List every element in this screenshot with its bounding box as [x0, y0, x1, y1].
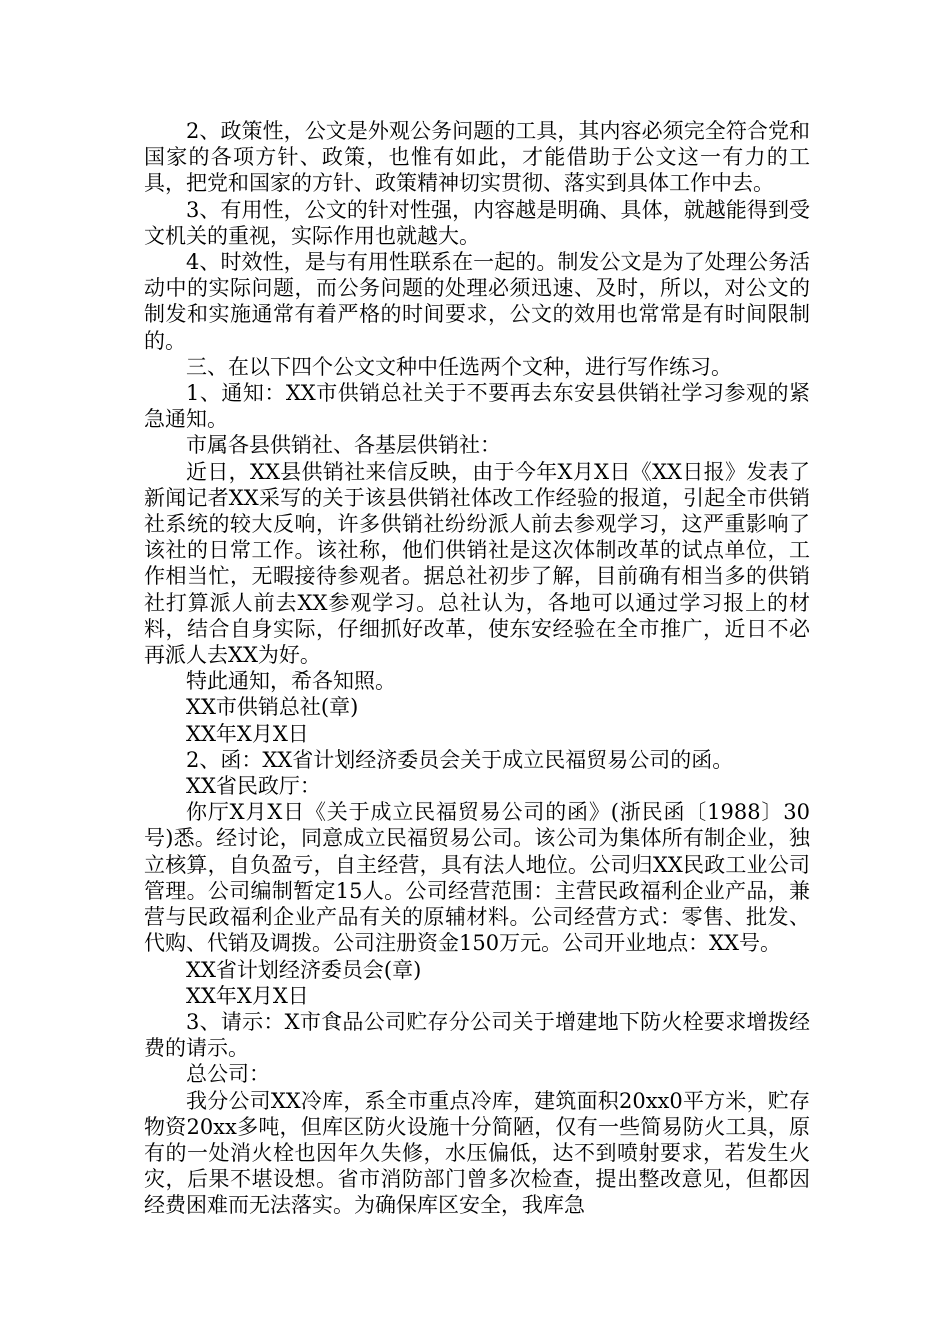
- request-recipient: 总公司：: [186, 1062, 270, 1087]
- paragraph-timeliness: 4、时效性，是与有用性联系在一起的。制发公文是为了处理公务活动中的实际问题，而公务问题的处理必须迅速、及时，所以，对公文的制发和实施通常有着严格的时间要求，公文的效用也常常是有时间限制的。: [144, 250, 810, 353]
- letter-body: 你厅X月X日《关于成立民福贸易公司的函》(浙民函〔1988〕30号)悉。经讨论，同意成立民福贸易公司。该公司为集体所有制企业，独立核算，自负盈亏，自主经营，具有法人地位。公司归XX民政工业公司管理。公司编制暂定15人。公司经营范围：主营民政福利企业产品，兼营与民政福利企业产品有关的原辅材料。公司经营方式：零售、批发、代购、代销及调拨。公司注册资金150万元。公司开业地点：XX号。: [144, 800, 810, 956]
- notice-signature: XX市供销总社(章): [186, 695, 359, 720]
- paragraph-usefulness: 3、有用性，公文的针对性强，内容越是明确、具体，就越能得到受文机关的重视，实际作用也就越大。: [144, 197, 810, 248]
- request-title: 3、请示：X市食品公司贮存分公司关于增建地下防火栓要求增拨经费的请示。: [144, 1009, 810, 1061]
- notice-closing: 特此通知，希各知照。: [186, 669, 396, 694]
- notice-recipients: 市属各县供销社、各基层供销社：: [186, 433, 501, 458]
- notice-date: XX年X月X日: [186, 721, 309, 746]
- notice-body: 近日，XX县供销社来信反映，由于今年X月X日《XX日报》发表了新闻记者XX采写的关于该县供销社体改工作经验的报道，引起全市供销社系统的较大反响，许多供销社纷纷派人前去参观学习，这严重影响了该社的日常工作。该社称，他们供销社是这次体制改革的试点单位，工作相当忙，无暇接待参观者。据总社初步了解，目前确有相当多的供销社打算派人前去XX参观学习。总社认为，各地可以通过学习报上的材料，结合自身实际，仔细抓好改革，使东安经验在全市推广，近日不必再派人去XX为好。: [144, 459, 810, 668]
- notice-title: 1、通知：XX市供销总社关于不要再去东安县供销社学习参观的紧急通知。: [144, 381, 810, 432]
- document-page: [144, 118, 810, 1219]
- letter-signature: XX省计划经济委员会(章): [186, 957, 422, 982]
- request-body: 我分公司XX冷库，系全市重点冷库，建筑面积20xx0平方米，贮存物资20xx多吨，但库区防火设施十分简陋，仅有一些简易防火工具，原有的一处消火栓也因年久失修，水压偏低，达不到喷射要求，若发生火灾，后果不堪设想。省市消防部门曾多次检查，提出整改意见，但都因经费困难而无法落实。为确保库区安全，我库急: [144, 1088, 810, 1218]
- letter-recipient: XX省民政厅：: [186, 774, 321, 799]
- letter-date: XX年X月X日: [186, 983, 309, 1008]
- section-heading-three: 三、在以下四个公文文种中任选两个文种，进行写作练习。: [186, 354, 732, 379]
- letter-title: 2、函：XX省计划经济委员会关于成立民福贸易公司的函。: [186, 747, 734, 772]
- paragraph-policy: 2、政策性，公文是外观公务问题的工具，其内容必须完全符合党和国家的各项方针、政策，也惟有如此，才能借助于公文这一有力的工具，把党和国家的方针、政策精神切实贯彻、落实到具体工作中去。: [144, 119, 810, 196]
